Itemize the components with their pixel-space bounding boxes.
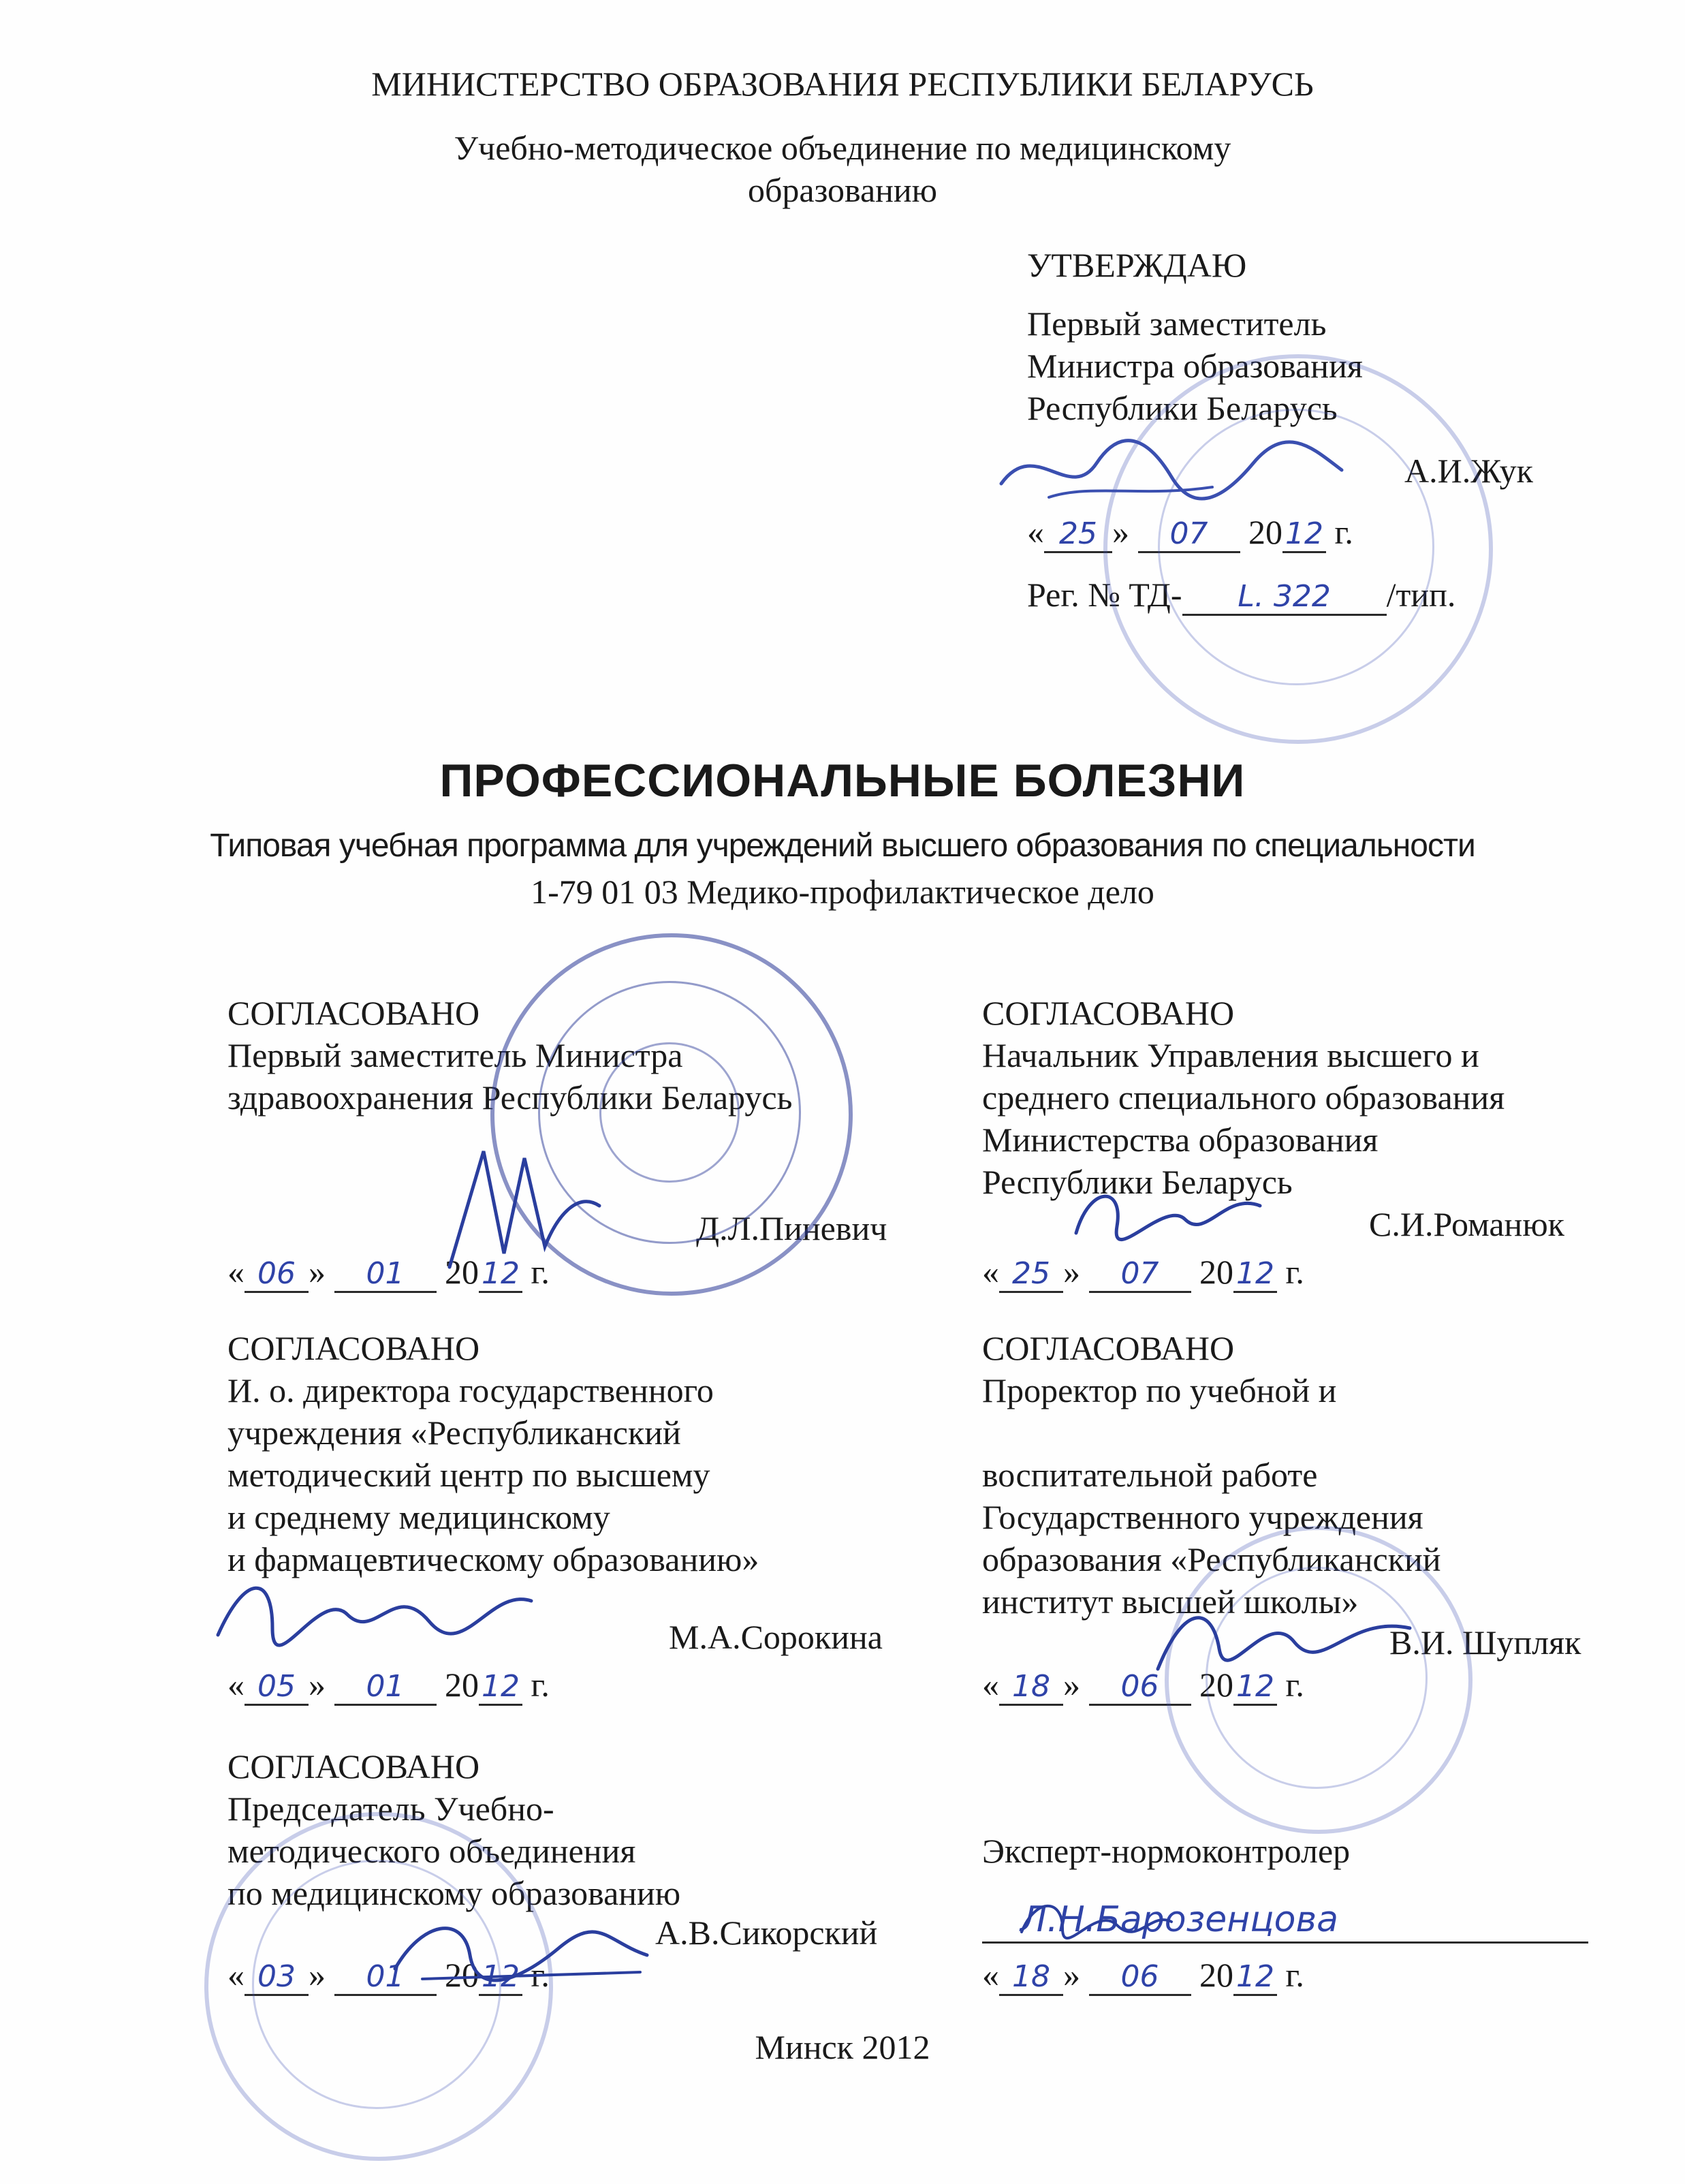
center-line-1: И. о. директора государственного bbox=[227, 1371, 714, 1409]
health-heading: СОГЛАСОВАНО bbox=[227, 994, 480, 1032]
rector-line-1: Проректор по учебной и bbox=[982, 1371, 1337, 1409]
education-line-2: среднего специального образования bbox=[982, 1078, 1505, 1117]
health-date bbox=[227, 1251, 550, 1293]
year-tail: г. bbox=[531, 1956, 550, 1994]
date-close-quote: » bbox=[1063, 1253, 1080, 1291]
date-close-quote: » bbox=[309, 1956, 326, 1994]
footer-city-year: Минск 2012 bbox=[755, 2028, 930, 2066]
date-close-quote: » bbox=[1063, 1956, 1080, 1994]
reg-number: L. 322 bbox=[1182, 580, 1387, 616]
education-day: 25 bbox=[999, 1257, 1063, 1293]
year-prefix: 20 bbox=[1199, 1956, 1233, 1994]
rector-line-2: воспитательной работе bbox=[982, 1456, 1318, 1494]
umo-line-1: Учебно-методическое объединение по медицинскому bbox=[454, 129, 1231, 167]
page-title: ПРОФЕССИОНАЛЬНЫЕ БОЛЕЗНИ bbox=[439, 755, 1246, 807]
approve-registration bbox=[1027, 574, 1455, 616]
date-open-quote: « bbox=[227, 1666, 245, 1704]
subtitle-line-2: 1-79 01 03 Медико-профилактическое дело bbox=[531, 873, 1154, 911]
rector-name: В.И. Шупляк bbox=[1389, 1623, 1581, 1662]
center-day: 05 bbox=[245, 1670, 309, 1706]
date-close-quote: » bbox=[309, 1253, 326, 1291]
reg-suffix: /тип. bbox=[1386, 576, 1456, 614]
center-line-2: учреждения «Республиканский bbox=[227, 1414, 681, 1452]
approve-line-1: Первый заместитель bbox=[1027, 305, 1327, 343]
expert-heading: Эксперт-нормоконтролер bbox=[982, 1832, 1351, 1870]
umo-date bbox=[227, 1954, 550, 1996]
education-year-suffix: 12 bbox=[1233, 1257, 1277, 1293]
date-open-quote: « bbox=[982, 1253, 999, 1291]
approve-date bbox=[1027, 511, 1353, 553]
approve-line-3: Республики Беларусь bbox=[1027, 389, 1338, 427]
umo-month: 01 bbox=[334, 1960, 437, 1996]
year-tail: г. bbox=[1285, 1666, 1304, 1704]
center-month: 01 bbox=[334, 1670, 437, 1706]
expert-year-suffix: 12 bbox=[1233, 1960, 1277, 1996]
umo-year-suffix: 12 bbox=[479, 1960, 522, 1996]
date-open-quote: « bbox=[227, 1956, 245, 1994]
center-year-suffix: 12 bbox=[479, 1670, 522, 1706]
umo-line-2: образованию bbox=[747, 171, 938, 209]
approve-signature bbox=[994, 422, 1349, 518]
expert-day: 18 bbox=[999, 1960, 1063, 1996]
year-prefix: 20 bbox=[1199, 1666, 1233, 1704]
approve-day: 25 bbox=[1044, 517, 1112, 553]
expert-handwritten-name: Л.Н.Барозенцова bbox=[1020, 1899, 1338, 1940]
umo-block-line-3: по медицинскому образованию bbox=[227, 1874, 681, 1912]
rector-heading: СОГЛАСОВАНО bbox=[982, 1329, 1235, 1367]
education-month: 07 bbox=[1089, 1257, 1191, 1293]
date-close-quote: » bbox=[1112, 513, 1129, 551]
approve-heading: УТВЕРЖДАЮ bbox=[1027, 246, 1247, 284]
date-open-quote: « bbox=[982, 1666, 999, 1704]
year-prefix: 20 bbox=[445, 1666, 479, 1704]
umo-block-line-1: Председатель Учебно- bbox=[227, 1790, 554, 1828]
year-prefix: 20 bbox=[445, 1956, 479, 1994]
education-date bbox=[982, 1251, 1304, 1293]
approve-line-2: Министра образования bbox=[1027, 347, 1363, 385]
center-date bbox=[227, 1664, 550, 1706]
date-open-quote: « bbox=[1027, 513, 1044, 551]
health-day: 06 bbox=[245, 1257, 309, 1293]
rector-line-4: образования «Республиканский bbox=[982, 1540, 1441, 1578]
education-line-1: Начальник Управления высшего и bbox=[982, 1036, 1479, 1074]
education-name: С.И.Романюк bbox=[1369, 1205, 1564, 1243]
center-line-4: и среднему медицинскому bbox=[227, 1498, 610, 1536]
approve-year-suffix: 12 bbox=[1282, 517, 1326, 553]
umo-name: А.В.Сикорский bbox=[655, 1914, 878, 1952]
year-tail: г. bbox=[1285, 1956, 1304, 1994]
expert-signature-line bbox=[982, 1941, 1588, 1944]
rector-month: 06 bbox=[1089, 1670, 1191, 1706]
health-line-2: здравоохранения Республики Беларусь bbox=[227, 1078, 793, 1117]
rector-line-5: институт высшей школы» bbox=[982, 1582, 1359, 1621]
subtitle-line-1: Типовая учебная программа для учреждений высшего образования по специальности bbox=[210, 828, 1475, 864]
expert-month: 06 bbox=[1089, 1960, 1191, 1996]
center-line-3: методический центр по высшему bbox=[227, 1456, 710, 1494]
year-tail: г. bbox=[531, 1666, 550, 1704]
umo-heading: СОГЛАСОВАНО bbox=[227, 1747, 480, 1785]
date-open-quote: « bbox=[227, 1253, 245, 1291]
date-close-quote: » bbox=[309, 1666, 326, 1704]
health-year-suffix: 12 bbox=[479, 1257, 522, 1293]
rector-day: 18 bbox=[999, 1670, 1063, 1706]
year-tail: г. bbox=[1285, 1253, 1304, 1291]
rector-line-3: Государственного учреждения bbox=[982, 1498, 1423, 1536]
education-line-4: Республики Беларусь bbox=[982, 1163, 1293, 1201]
health-month: 01 bbox=[334, 1257, 437, 1293]
rector-year-suffix: 12 bbox=[1233, 1670, 1277, 1706]
year-prefix: 20 bbox=[445, 1253, 479, 1291]
center-heading: СОГЛАСОВАНО bbox=[227, 1329, 480, 1367]
education-heading: СОГЛАСОВАНО bbox=[982, 994, 1235, 1032]
reg-prefix: Рег. № ТД- bbox=[1027, 576, 1182, 614]
education-line-3: Министерства образования bbox=[982, 1121, 1379, 1159]
approve-name: А.И.Жук bbox=[1404, 452, 1533, 490]
expert-date bbox=[982, 1954, 1304, 1996]
year-prefix: 20 bbox=[1248, 513, 1282, 551]
year-tail: г. bbox=[1334, 513, 1353, 551]
health-line-1: Первый заместитель Министра bbox=[227, 1036, 683, 1074]
date-open-quote: « bbox=[982, 1956, 999, 1994]
center-line-5: и фармацевтическому образованию» bbox=[227, 1540, 759, 1578]
health-name: Д.Л.Пиневич bbox=[696, 1209, 887, 1247]
year-tail: г. bbox=[531, 1253, 550, 1291]
ministry-heading: МИНИСТЕРСТВО ОБРАЗОВАНИЯ РЕСПУБЛИКИ БЕЛАРУСЬ bbox=[371, 65, 1314, 103]
date-close-quote: » bbox=[1063, 1666, 1080, 1704]
approve-month: 07 bbox=[1138, 517, 1240, 553]
rector-date bbox=[982, 1664, 1304, 1706]
umo-block-line-2: методического объединения bbox=[227, 1832, 636, 1870]
center-name: М.А.Сорокина bbox=[669, 1618, 883, 1656]
umo-day: 03 bbox=[245, 1960, 309, 1996]
year-prefix: 20 bbox=[1199, 1253, 1233, 1291]
